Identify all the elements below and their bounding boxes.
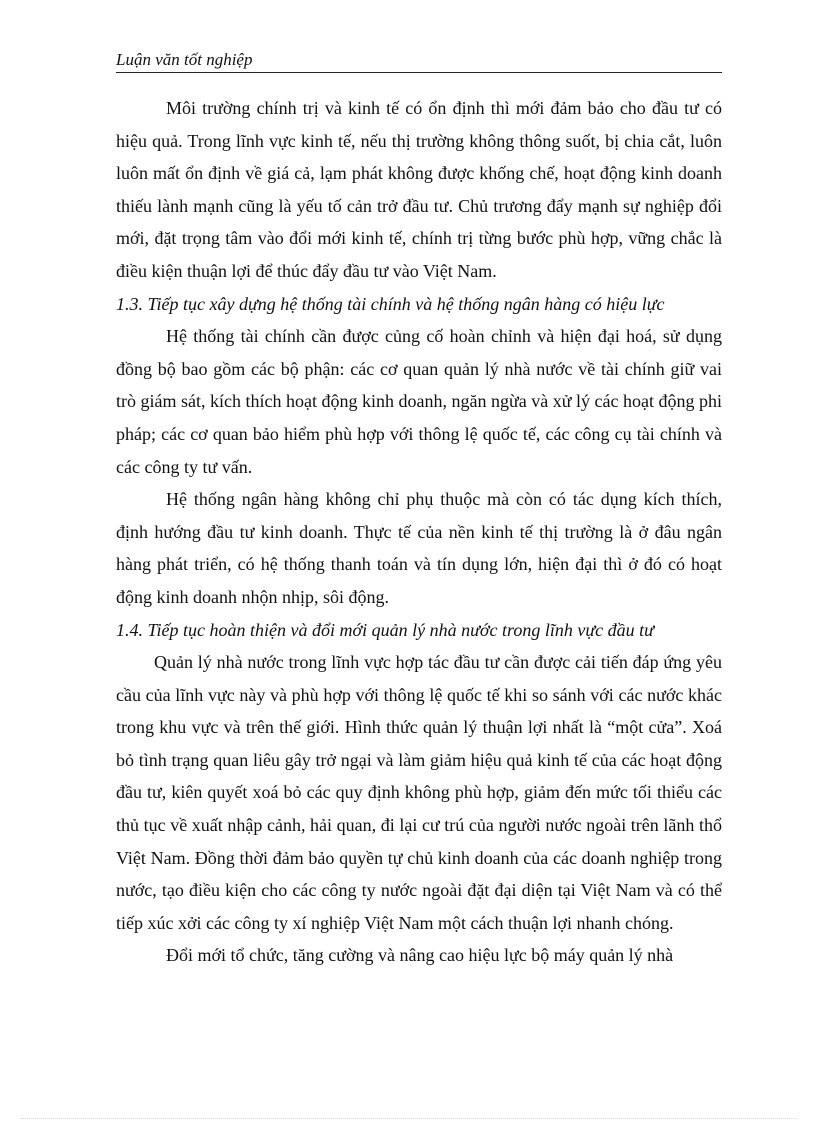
document-body: [116, 92, 722, 972]
section-heading-1-3: 1.3. Tiếp tục xây dựng hệ thống tài chính và hệ thống ngân hàng có hiệu lực: [116, 293, 665, 314]
paragraph-state-management: Quản lý nhà nước trong lĩnh vực hợp tác đầu tư cần được cải tiến đáp ứng yêu cầu của lĩnh vực này và phù hợp với thông lệ quốc tế khi so sánh với các nước khác trong khu vực và trên thế giới. Hình thức quản lý thuận lợi nhất là “một cửa”. Xoá bỏ tình trạng quan liêu gây trở ngại và làm giảm hiệu quả kinh tế của các hoạt động đầu tư, kiên quyết xoá bỏ các quy định không phù hợp, giảm đến mức tối thiểu các thủ tục về xuất nhập cảnh, hải quan, đi lại cư trú của người nước ngoài trên lãnh thổ Việt Nam. Đồng thời đảm bảo quyền tự chủ kinh doanh của các doanh nghiệp trong nước, tạo điều kiện cho các công ty nước ngoài đặt đại diện tại Việt Nam và có thể tiếp xúc xởi các công ty xí nghiệp Việt Nam một cách thuận lợi nhanh chóng.: [116, 652, 722, 933]
paragraph-financial-system: Hệ thống tài chính cần được củng cố hoàn chỉnh và hiện đại hoá, sử dụng đồng bộ bao gồm các bộ phận: các cơ quan quản lý nhà nước về tài chính giữ vai trò giám sát, kích thích hoạt động kinh doanh, ngăn ngừa và xử lý các hoạt động phi pháp; các cơ quan bảo hiểm phù hợp với thông lệ quốc tế, các công cụ tài chính và các công ty tư vấn.: [116, 326, 722, 477]
section-heading-1-4: 1.4. Tiếp tục hoàn thiện và đổi mới quản lý nhà nước trong lĩnh vực đầu tư: [116, 619, 654, 640]
page-bottom-dotted-rule: [20, 1118, 796, 1119]
paragraph-political-economic-stability: Môi trường chính trị và kinh tế có ổn định thì mới đảm bảo cho đầu tư có hiệu quả. Trong lĩnh vực kinh tế, nếu thị trường không thông suốt, bị chia cắt, luôn luôn mất ổn định về giá cả, lạm phát không được khống chế, hoạt động kinh doanh thiếu lành mạnh cũng là yếu tố cản trở đầu tư. Chủ trương đẩy mạnh sự nghiệp đổi mới, đặt trọng tâm vào đổi mới kinh tế, chính trị từng bước phù hợp, vững chắc là điều kiện thuận lợi để thúc đẩy đầu tư vào Việt Nam.: [116, 98, 722, 281]
paragraph-banking-system: Hệ thống ngân hàng không chỉ phụ thuộc mà còn có tác dụng kích thích, định hướng đầu tư kinh doanh. Thực tế của nền kinh tế thị trường là ở đâu ngân hàng phát triển, có hệ thống thanh toán và tín dụng lớn, hiện đại thì ở đó có hoạt động kinh doanh nhộn nhịp, sôi động.: [116, 489, 722, 607]
running-header: Luận văn tốt nghiệp: [116, 50, 722, 73]
paragraph-organizational-reform: Đổi mới tổ chức, tăng cường và nâng cao hiệu lực bộ máy quản lý nhà: [166, 945, 674, 966]
